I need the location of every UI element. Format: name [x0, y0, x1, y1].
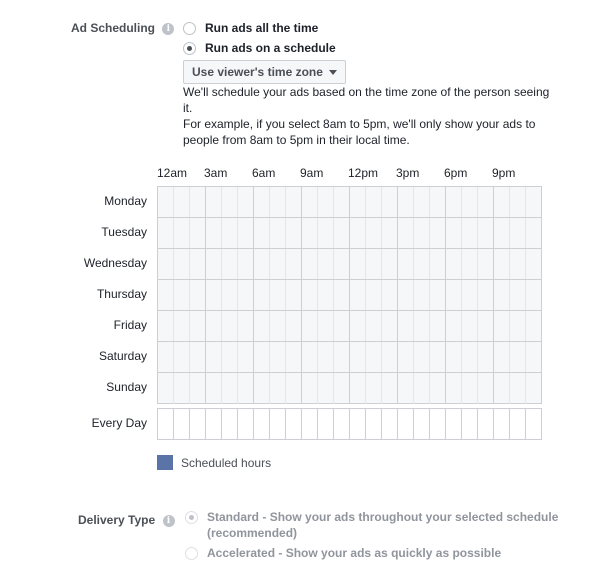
hour-label: 9pm	[492, 166, 516, 180]
schedule-cell[interactable]	[350, 373, 366, 404]
schedule-cell[interactable]	[462, 342, 478, 372]
day-label-wednesday: Wednesday	[83, 256, 147, 270]
schedule-cell[interactable]	[366, 280, 382, 310]
hour-label: 12am	[157, 166, 188, 180]
schedule-cell[interactable]	[206, 311, 222, 341]
radio-button[interactable]	[183, 22, 196, 35]
schedule-cell[interactable]	[334, 218, 350, 248]
schedule-cell[interactable]	[366, 373, 382, 404]
delivery-type-label: Delivery Type	[78, 513, 156, 527]
schedule-cell[interactable]	[382, 218, 398, 248]
schedule-cell[interactable]	[158, 311, 174, 341]
schedule-cell[interactable]	[270, 187, 286, 217]
schedule-cell[interactable]	[366, 249, 382, 279]
schedule-row-wednesday	[158, 249, 541, 280]
schedule-cell[interactable]	[254, 311, 270, 341]
every-day-cell[interactable]	[206, 409, 222, 439]
schedule-cell[interactable]	[350, 342, 366, 372]
schedule-cell[interactable]	[510, 280, 526, 310]
schedule-cell[interactable]	[366, 342, 382, 372]
schedule-cell[interactable]	[382, 249, 398, 279]
hour-labels	[157, 166, 541, 180]
schedule-cell[interactable]	[174, 311, 190, 341]
schedule-row-tuesday	[158, 218, 541, 249]
schedule-cell[interactable]	[414, 249, 430, 279]
schedule-cell[interactable]	[382, 342, 398, 372]
schedule-cell[interactable]	[270, 342, 286, 372]
timezone-dropdown-label: Use viewer's time zone	[192, 65, 323, 79]
schedule-cell[interactable]	[158, 373, 174, 404]
schedule-cell[interactable]	[222, 249, 238, 279]
schedule-cell[interactable]	[190, 187, 206, 217]
schedule-cell[interactable]	[446, 342, 462, 372]
schedule-cell[interactable]	[174, 249, 190, 279]
every-day-cell[interactable]	[462, 409, 478, 439]
schedule-cell[interactable]	[462, 373, 478, 404]
info-icon[interactable]: i	[163, 515, 175, 527]
schedule-cell[interactable]	[430, 373, 446, 404]
delivery-option-description: - Show your ads throughout your selected schedule (recommended)	[207, 510, 559, 540]
every-day-cell[interactable]	[190, 409, 206, 439]
schedule-cell[interactable]	[206, 373, 222, 404]
schedule-cell[interactable]	[270, 218, 286, 248]
schedule-cell[interactable]	[350, 249, 366, 279]
every-day-cell[interactable]	[174, 409, 190, 439]
delivery-option-title: Accelerated	[207, 546, 276, 560]
timezone-dropdown[interactable]	[183, 60, 346, 84]
schedule-cell[interactable]	[414, 342, 430, 372]
schedule-cell[interactable]	[302, 311, 318, 341]
schedule-cell[interactable]	[430, 249, 446, 279]
schedule-cell[interactable]	[158, 218, 174, 248]
hour-label: 3pm	[396, 166, 420, 180]
every-day-cell[interactable]	[478, 409, 494, 439]
schedule-cell[interactable]	[494, 373, 510, 404]
legend-label: Scheduled hours	[181, 455, 272, 470]
schedule-cell[interactable]	[414, 373, 430, 404]
every-day-cell[interactable]	[510, 409, 526, 439]
schedule-cell[interactable]	[510, 373, 526, 404]
schedule-cell[interactable]	[286, 249, 302, 279]
schedule-cell[interactable]	[478, 342, 494, 372]
schedule-cell[interactable]	[318, 280, 334, 310]
hour-label: 12pm	[348, 166, 379, 180]
schedule-cell[interactable]	[430, 342, 446, 372]
schedule-cell[interactable]	[174, 373, 190, 404]
schedule-cell[interactable]	[302, 373, 318, 404]
schedule-cell[interactable]	[158, 249, 174, 279]
legend	[157, 455, 271, 470]
description-line-1: We'll schedule your ads based on the time zone of the person seeing it.	[183, 85, 550, 115]
schedule-cell[interactable]	[206, 342, 222, 372]
schedule-cell[interactable]	[462, 311, 478, 341]
legend-swatch	[157, 455, 173, 470]
delivery-option-description: - Show your ads as quickly as possible	[278, 546, 502, 560]
every-day-cell[interactable]	[254, 409, 270, 439]
schedule-cell[interactable]	[286, 373, 302, 404]
schedule-cell[interactable]	[286, 187, 302, 217]
schedule-cell[interactable]	[254, 249, 270, 279]
schedule-cell[interactable]	[382, 187, 398, 217]
schedule-cell[interactable]	[158, 342, 174, 372]
ad-scheduling-section-label	[71, 21, 174, 35]
schedule-cell[interactable]	[222, 342, 238, 372]
radio-button-checked[interactable]	[185, 511, 198, 524]
schedule-cell[interactable]	[494, 218, 510, 248]
delivery-option-standard[interactable]	[185, 509, 585, 541]
schedule-cell[interactable]	[398, 280, 414, 310]
schedule-cell[interactable]	[318, 249, 334, 279]
radio-run-all-time[interactable]	[183, 21, 318, 35]
schedule-cell[interactable]	[382, 373, 398, 404]
schedule-cell[interactable]	[478, 187, 494, 217]
schedule-cell[interactable]	[174, 218, 190, 248]
schedule-cell[interactable]	[222, 187, 238, 217]
schedule-cell[interactable]	[526, 249, 541, 279]
schedule-cell[interactable]	[526, 187, 541, 217]
every-day-cell[interactable]	[398, 409, 414, 439]
schedule-cell[interactable]	[382, 280, 398, 310]
schedule-cell[interactable]	[158, 187, 174, 217]
schedule-cell[interactable]	[318, 373, 334, 404]
schedule-cell[interactable]	[446, 373, 462, 404]
schedule-cell[interactable]	[238, 311, 254, 341]
schedule-cell[interactable]	[494, 249, 510, 279]
schedule-cell[interactable]	[174, 342, 190, 372]
schedule-cell[interactable]	[398, 373, 414, 404]
schedule-cell[interactable]	[462, 218, 478, 248]
day-label-sunday: Sunday	[106, 380, 147, 394]
every-day-cell[interactable]	[302, 409, 318, 439]
schedule-cell[interactable]	[398, 218, 414, 248]
schedule-cell[interactable]	[398, 342, 414, 372]
schedule-cell[interactable]	[446, 311, 462, 341]
schedule-cell[interactable]	[318, 218, 334, 248]
schedule-cell[interactable]	[238, 249, 254, 279]
schedule-description	[183, 84, 553, 148]
schedule-cell[interactable]	[190, 218, 206, 248]
every-day-cell[interactable]	[222, 409, 238, 439]
schedule-cell[interactable]	[318, 342, 334, 372]
schedule-cell[interactable]	[174, 280, 190, 310]
chevron-down-icon	[329, 70, 337, 75]
schedule-cell[interactable]	[366, 218, 382, 248]
hour-label: 6pm	[444, 166, 468, 180]
schedule-cell[interactable]	[414, 311, 430, 341]
schedule-cell[interactable]	[254, 187, 270, 217]
delivery-type-section-label	[78, 513, 175, 527]
schedule-cell[interactable]	[414, 187, 430, 217]
schedule-cell[interactable]	[478, 311, 494, 341]
schedule-cell[interactable]	[478, 249, 494, 279]
schedule-cell[interactable]	[302, 342, 318, 372]
schedule-cell[interactable]	[238, 342, 254, 372]
ad-scheduling-label: Ad Scheduling	[71, 21, 155, 35]
schedule-cell[interactable]	[254, 218, 270, 248]
schedule-cell[interactable]	[526, 280, 541, 310]
schedule-cell[interactable]	[302, 218, 318, 248]
schedule-cell[interactable]	[414, 218, 430, 248]
schedule-cell[interactable]	[238, 187, 254, 217]
schedule-cell[interactable]	[286, 342, 302, 372]
schedule-cell[interactable]	[526, 342, 541, 372]
schedule-cell[interactable]	[446, 280, 462, 310]
schedule-cell[interactable]	[494, 280, 510, 310]
schedule-cell[interactable]	[510, 311, 526, 341]
schedule-cell[interactable]	[270, 311, 286, 341]
schedule-cell[interactable]	[270, 373, 286, 404]
schedule-cell[interactable]	[222, 311, 238, 341]
schedule-cell[interactable]	[462, 187, 478, 217]
schedule-cell[interactable]	[382, 311, 398, 341]
schedule-cell[interactable]	[430, 280, 446, 310]
schedule-cell[interactable]	[302, 280, 318, 310]
schedule-cell[interactable]	[398, 187, 414, 217]
hour-label: 9am	[300, 166, 324, 180]
schedule-cell[interactable]	[222, 373, 238, 404]
schedule-cell[interactable]	[190, 311, 206, 341]
schedule-cell[interactable]	[206, 249, 222, 279]
schedule-cell[interactable]	[334, 311, 350, 341]
schedule-cell[interactable]	[494, 311, 510, 341]
schedule-cell[interactable]	[190, 280, 206, 310]
delivery-option-title: Standard	[207, 510, 260, 524]
schedule-cell[interactable]	[174, 187, 190, 217]
every-day-cell[interactable]	[238, 409, 254, 439]
schedule-cell[interactable]	[350, 187, 366, 217]
schedule-cell[interactable]	[222, 218, 238, 248]
hour-label: 3am	[204, 166, 228, 180]
schedule-cell[interactable]	[494, 187, 510, 217]
every-day-cell[interactable]	[526, 409, 541, 439]
schedule-cell[interactable]	[526, 311, 541, 341]
schedule-cell[interactable]	[398, 311, 414, 341]
day-label-thursday: Thursday	[96, 287, 147, 301]
delivery-option-accelerated[interactable]	[185, 545, 585, 561]
schedule-row-sunday	[158, 373, 541, 404]
schedule-cell[interactable]	[158, 280, 174, 310]
schedule-cell[interactable]	[366, 311, 382, 341]
schedule-cell[interactable]	[446, 218, 462, 248]
schedule-cell[interactable]	[350, 311, 366, 341]
schedule-cell[interactable]	[478, 218, 494, 248]
radio-run-on-schedule[interactable]	[183, 41, 336, 55]
schedule-cell[interactable]	[446, 187, 462, 217]
day-label-friday: Friday	[113, 318, 147, 332]
every-day-cell[interactable]	[446, 409, 462, 439]
schedule-cell[interactable]	[254, 280, 270, 310]
schedule-cell[interactable]	[270, 249, 286, 279]
schedule-cell[interactable]	[526, 373, 541, 404]
schedule-cell[interactable]	[430, 311, 446, 341]
every-day-cell[interactable]	[334, 409, 350, 439]
schedule-cell[interactable]	[462, 280, 478, 310]
schedule-cell[interactable]	[254, 373, 270, 404]
schedule-cell[interactable]	[334, 280, 350, 310]
hour-label: 6am	[252, 166, 276, 180]
radio-label: Run ads all the time	[205, 21, 319, 35]
schedule-cell[interactable]	[414, 280, 430, 310]
schedule-cell[interactable]	[494, 342, 510, 372]
schedule-cell[interactable]	[478, 280, 494, 310]
schedule-cell[interactable]	[510, 342, 526, 372]
radio-button[interactable]	[185, 547, 198, 560]
schedule-row-friday	[158, 311, 541, 342]
every-day-cell[interactable]	[350, 409, 366, 439]
schedule-cell[interactable]	[270, 280, 286, 310]
schedule-cell[interactable]	[190, 373, 206, 404]
schedule-cell[interactable]	[430, 187, 446, 217]
every-day-cell[interactable]	[414, 409, 430, 439]
schedule-cell[interactable]	[462, 249, 478, 279]
schedule-cell[interactable]	[286, 218, 302, 248]
every-day-cell[interactable]	[270, 409, 286, 439]
schedule-cell[interactable]	[446, 249, 462, 279]
every-day-cell[interactable]	[382, 409, 398, 439]
every-day-grid[interactable]	[157, 408, 542, 440]
schedule-cell[interactable]	[286, 280, 302, 310]
schedule-cell[interactable]	[206, 280, 222, 310]
schedule-cell[interactable]	[510, 249, 526, 279]
info-icon[interactable]: i	[162, 23, 174, 35]
schedule-cell[interactable]	[302, 187, 318, 217]
schedule-cell[interactable]	[318, 311, 334, 341]
day-label-saturday: Saturday	[98, 349, 147, 363]
schedule-cell[interactable]	[238, 373, 254, 404]
every-day-cell[interactable]	[318, 409, 334, 439]
schedule-cell[interactable]	[254, 342, 270, 372]
schedule-grid[interactable]	[157, 186, 542, 404]
schedule-cell[interactable]	[334, 342, 350, 372]
every-day-cell[interactable]	[158, 409, 174, 439]
radio-label: Run ads on a schedule	[205, 41, 336, 55]
schedule-cell[interactable]	[334, 373, 350, 404]
schedule-cell[interactable]	[334, 187, 350, 217]
schedule-cell[interactable]	[222, 280, 238, 310]
schedule-row-thursday	[158, 280, 541, 311]
schedule-cell[interactable]	[318, 187, 334, 217]
schedule-cell[interactable]	[334, 249, 350, 279]
schedule-cell[interactable]	[526, 218, 541, 248]
schedule-cell[interactable]	[206, 218, 222, 248]
every-day-cell[interactable]	[494, 409, 510, 439]
schedule-row-saturday	[158, 342, 541, 373]
every-day-cell[interactable]	[430, 409, 446, 439]
schedule-cell[interactable]	[350, 218, 366, 248]
schedule-cell[interactable]	[286, 311, 302, 341]
schedule-cell[interactable]	[366, 187, 382, 217]
schedule-cell[interactable]	[510, 187, 526, 217]
schedule-cell[interactable]	[430, 218, 446, 248]
day-label-tuesday: Tuesday	[101, 225, 147, 239]
every-day-cell[interactable]	[366, 409, 382, 439]
description-line-2: For example, if you select 8am to 5pm, we'll only show your ads to people from 8am to 5pm in their local time.	[183, 117, 536, 147]
schedule-cell[interactable]	[398, 249, 414, 279]
schedule-cell[interactable]	[302, 249, 318, 279]
schedule-cell[interactable]	[238, 218, 254, 248]
every-day-label: Every Day	[91, 416, 147, 430]
every-day-cell[interactable]	[286, 409, 302, 439]
day-label-monday: Monday	[104, 194, 147, 208]
radio-button-checked[interactable]	[183, 42, 196, 55]
schedule-cell[interactable]	[478, 373, 494, 404]
schedule-cell[interactable]	[206, 187, 222, 217]
schedule-cell[interactable]	[238, 280, 254, 310]
schedule-cell[interactable]	[350, 280, 366, 310]
schedule-row-monday	[158, 187, 541, 218]
schedule-cell[interactable]	[190, 249, 206, 279]
schedule-cell[interactable]	[510, 218, 526, 248]
schedule-cell[interactable]	[190, 342, 206, 372]
